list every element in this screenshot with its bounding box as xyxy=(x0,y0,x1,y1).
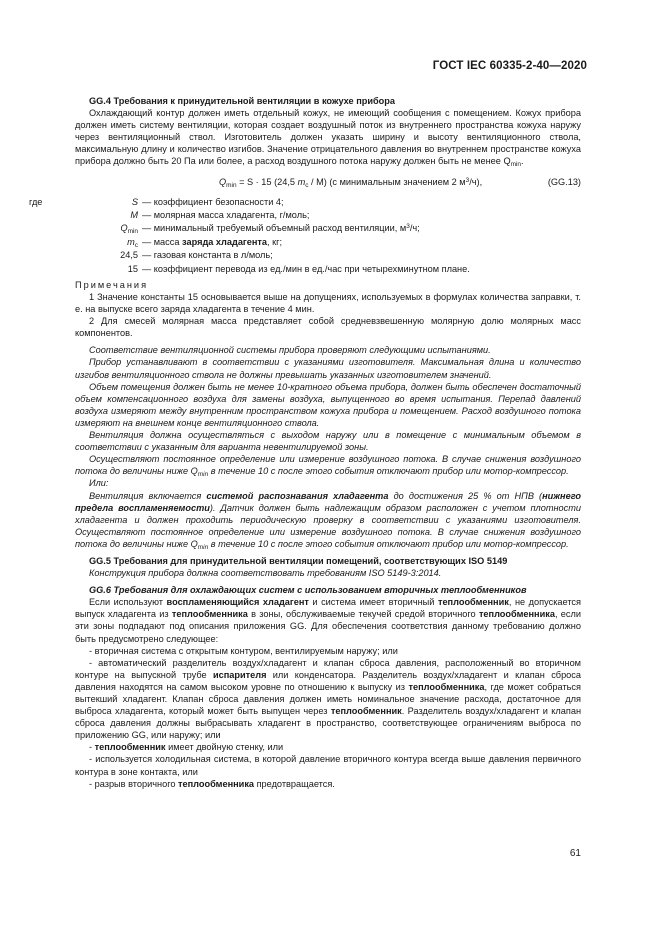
list-item: - автоматический разделитель воздух/хладагент и клапан сброса давления, расположенный во вторичном контуре на выпускной трубе испарителя или конденсатора. Разделитель воздух/хладагент и клапан сброса давления находятся на самом высоком уровне по отношению к выпуску из теплообменника, где может собраться вытекший хладагент. Клапан сброса давления должен иметь номинальное значение расхода, достаточное для выброса хладагента, который может быть выпущен через теплообменник. Разделитель воздух/хладагент и клапан сброса давления должны выбрасывать хладагент в пространство, соответствующее ограничениям выброса по приложению GG, или наружу; или xyxy=(75,657,582,741)
list-item: - используется холодильная система, в которой давление вторичного контура всегда выше давления первичного контура в зоне контакта, или xyxy=(75,754,581,777)
symbol-definitions xyxy=(29,196,581,276)
definition-text: — минимальный требуемый объемный расход вентиляции, $м^3/ч$; xyxy=(142,223,420,234)
test-paragraph-or: Или: xyxy=(89,478,109,489)
document-body xyxy=(29,90,582,790)
standard-header: ГОСТ IEC 60335-2-40—2020 xyxy=(432,60,587,72)
gg4-heading: GG.4 Требования к принудительной вентиляции в кожухе прибора xyxy=(89,96,396,106)
definition-text: — газовая константа в л/моль; xyxy=(142,250,273,261)
test-paragraph-2: Прибор устанавливают в соответствии с указаниями изготовителя. Максимальная длина и количество изгибов вентиляционного ствола не должны превышать указанных изготовителем значений. xyxy=(75,357,581,380)
note-1: 1 Значение константы 15 основывается выше на допущениях, используемых в формулах количества заправки, т. е. на выпуске всего заряда хладагента в течение 4 мин. xyxy=(75,292,581,315)
definition-symbol: S xyxy=(131,196,138,207)
definition-symbol: $m_c$ xyxy=(127,236,138,249)
definition-row xyxy=(75,209,581,222)
definition-text: — масса заряда хладагента, кг; xyxy=(142,236,283,247)
definition-symbol: M xyxy=(130,209,138,220)
definition-row xyxy=(75,249,581,262)
list-item: - теплообменник имеет двойную стенку, или xyxy=(89,742,284,753)
page-number: 61 xyxy=(569,848,581,859)
note-2: 2 Для смесей молярная масса представляет собой средневзвешенную молярную долю молярных масс компонентов. xyxy=(75,316,581,339)
formula-expression: $Q_{min} = S \cdot 15$ (24,5 $m_c / M$) (с минимальным значением 2 $м^3/ч$), xyxy=(219,176,483,189)
test-paragraph-5: Осуществляют постоянное определение или измерение воздушного потока. В случае снижения воздушного потока до величины ниже $Q_{min}$ в течение 10 с после этого события отключают прибор или мотор-компрессор. xyxy=(75,454,581,479)
gg5-heading: GG.5 Требования для принудительной вентиляции помещений, соответствующих ISO 5149 xyxy=(89,555,508,566)
definition-row xyxy=(75,222,581,235)
definition-row xyxy=(75,263,581,276)
notes-title: Примечания xyxy=(75,279,149,290)
definition-text: — коэффициент перевода из ед./мин в ед./час при четырехминутном плане. xyxy=(142,263,470,274)
test-paragraph-3: Объем помещения должен быть не менее 10-кратного объема прибора, должен быть обеспечен достаточный объем компенсационного воздуха для замены воздуха, выпущенного во время испытания. Перепад давлений воздуха измеряют между внутренним пространством кожуха прибора и помещением. Расход воздушного потока измеряют на внешнем конце вентиляционного ствола. xyxy=(75,381,581,428)
where-label: где xyxy=(29,196,43,207)
definition-symbol: 15 xyxy=(127,263,138,274)
test-paragraph-1: Соответствие вентиляционной системы прибора проверяют следующими испытаниями. xyxy=(89,345,491,356)
definition-row xyxy=(29,196,581,209)
gg4-paragraph-1: Охлаждающий контур должен иметь отдельный кожух, не имеющий сообщения с помещением. Кожух прибора должен иметь систему вентиляции, которая создает воздушный поток из внутреннего пространства кожуха наружу через вентиляционный ствол. Изготовитель должен указать ширину и высоту вентиляционного ствола, максимальную длину и количество изгибов. Значение отрицательного давления во внутреннем пространстве кожуха прибора должно быть 20 Па или более, а расход воздушного потока наружу должен быть не менее $Q_{min}$. xyxy=(75,108,581,169)
gg6-heading: GG.6 Требования для охлаждающих систем с использованием вторичных теплообменников xyxy=(89,585,527,596)
test-paragraph-4: Вентиляция должна осуществляться с выходом наружу или в помещение с минимальным объемом в соответствии с указанным для варианта невентилируемой зоны. xyxy=(75,430,581,453)
definition-text: — коэффициент безопасности 4; xyxy=(142,196,284,207)
definition-symbol: 24,5 xyxy=(120,250,138,261)
list-item: - вторичная система с открытым контуром, вентилируемым наружу; или xyxy=(89,645,398,656)
definition-text: — молярная масса хладагента, г/моль; xyxy=(142,209,310,220)
definition-row xyxy=(75,236,581,249)
formula-gg13 xyxy=(75,170,581,194)
gg5-text: Конструкция прибора должна соответствовать требованиям ISO 5149-3:2014. xyxy=(89,568,442,579)
gg6-paragraph-1: Если используют воспламеняющийся хладагент и система имеет вторичный теплообменник, не допускается выпуск хладагента из теплообменника в зоны, обслуживаемые текучей средой вторичного теплообменника, если эти зоны подпадают под описания приложения GG. Для обеспечения соответствия данному требованию должно быть предусмотрено следующее: xyxy=(75,597,582,644)
list-item: - разрыв вторичного теплообменника предотвращается. xyxy=(89,778,335,789)
definition-symbol: $Q_{min}$ xyxy=(120,223,138,236)
test-paragraph-7: Вентиляция включается системой распознавания хладагента до достижения 25 % от НПВ (нижнего предела воспламеняемости). Датчик должен быть надлежащим образом расположен с учетом плотности хладагента и должен проходить периодическую проверку в соответствии с указаниями изготовителя. Осуществляют постоянное определение или измерение воздушного потока. В случае снижения воздушного потока до величины ниже $Q_{min}$ в течение 10 с после этого события отключают прибор или мотор-компрессор. xyxy=(75,490,582,551)
formula-number: (GG.13) xyxy=(547,176,581,187)
